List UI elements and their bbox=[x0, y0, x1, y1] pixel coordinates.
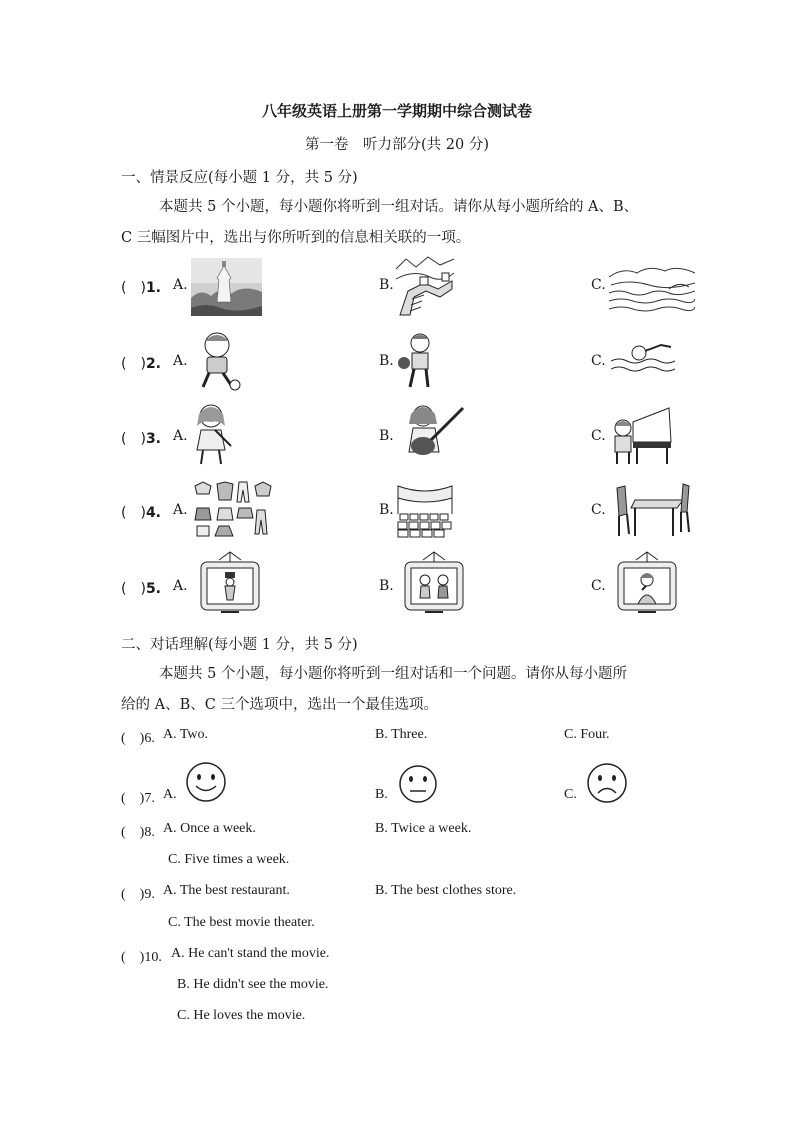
part2-line1: 本题共 5 个小题，每小题你将听到一组对话和一个问题。请你从每小题所 bbox=[159, 666, 627, 682]
option-b-label: B. bbox=[379, 502, 394, 518]
tv-singer-icon[interactable] bbox=[616, 550, 678, 616]
sea-waves-icon[interactable] bbox=[609, 263, 695, 315]
option-b-label: B. bbox=[379, 578, 394, 594]
part1-instructions bbox=[121, 192, 681, 254]
q8-option-b[interactable]: B. Twice a week. bbox=[375, 821, 472, 836]
part1-line2: C 三幅图片中，选出与你所听到的信息相关联的一项。 bbox=[121, 230, 471, 246]
part1-line1: 本题共 5 个小题，每小题你将听到一组对话。请你从每小题所给的 A、B、 bbox=[159, 199, 639, 215]
option-a-label: A. bbox=[173, 502, 188, 518]
part2-heading: 二、对话理解(每小题 1 分，共 5 分) bbox=[121, 637, 358, 653]
question-2-row bbox=[121, 327, 691, 397]
clothes-icon[interactable] bbox=[193, 480, 273, 538]
sad-face-icon[interactable] bbox=[586, 762, 628, 804]
pagoda-photo-icon[interactable] bbox=[191, 258, 262, 316]
question-7-label[interactable]: ( )7. bbox=[121, 791, 155, 806]
question-number[interactable]: ( )5. bbox=[121, 581, 161, 597]
question-10-label[interactable]: ( )10. bbox=[121, 950, 162, 965]
option-b-label: B. bbox=[379, 428, 394, 444]
question-9-label[interactable]: ( )9. bbox=[121, 887, 155, 902]
neutral-face-icon[interactable] bbox=[398, 764, 438, 804]
happy-face-icon[interactable] bbox=[185, 761, 227, 803]
theater-seats-icon[interactable] bbox=[396, 484, 454, 538]
option-c-label: C. bbox=[591, 428, 606, 444]
q8-option-c[interactable]: C. Five times a week. bbox=[168, 852, 290, 867]
tv-magician-icon[interactable] bbox=[199, 550, 261, 616]
boy-soccer-icon[interactable] bbox=[195, 331, 243, 391]
q9-option-b[interactable]: B. The best clothes store. bbox=[375, 883, 517, 898]
swimmer-icon[interactable] bbox=[611, 337, 681, 377]
question-number[interactable]: ( )2. bbox=[121, 356, 161, 372]
q6-option-c[interactable]: C. Four. bbox=[564, 727, 610, 742]
q10-option-b[interactable]: B. He didn't see the movie. bbox=[177, 977, 329, 992]
question-8-label[interactable]: ( )8. bbox=[121, 825, 155, 840]
q7-option-a[interactable]: A. bbox=[163, 787, 177, 802]
q9-option-a[interactable]: A. The best restaurant. bbox=[163, 883, 290, 898]
part1-heading: 一、情景反应(每小题 1 分，共 5 分) bbox=[121, 170, 358, 186]
option-c-label: C. bbox=[591, 277, 606, 293]
question-6-label[interactable]: ( )6. bbox=[121, 731, 155, 746]
option-c-label: C. bbox=[591, 353, 606, 369]
q7-option-b[interactable]: B. bbox=[375, 787, 388, 802]
page-title: 八年级英语上册第一学期期中综合测试卷 bbox=[261, 102, 532, 120]
boy-basketball-icon[interactable] bbox=[396, 331, 438, 391]
question-1-row bbox=[121, 255, 691, 325]
option-c-label: C. bbox=[591, 578, 606, 594]
q7-option-c[interactable]: C. bbox=[564, 787, 577, 802]
option-c-label: C. bbox=[591, 502, 606, 518]
part2-line2: 给的 A、B、C 三个选项中，选出一个最佳选项。 bbox=[121, 697, 438, 713]
question-number[interactable]: ( )4. bbox=[121, 505, 161, 521]
q10-option-a[interactable]: A. He can't stand the movie. bbox=[171, 946, 330, 961]
part2-instructions bbox=[121, 659, 681, 721]
question-number[interactable]: ( )1. bbox=[121, 280, 161, 296]
q10-option-c[interactable]: C. He loves the movie. bbox=[177, 1008, 306, 1023]
tv-cartoon-icon[interactable] bbox=[403, 550, 465, 616]
girl-guitar-icon[interactable] bbox=[401, 402, 467, 464]
q6-option-a[interactable]: A. Two. bbox=[163, 727, 209, 742]
girl-piano-icon[interactable] bbox=[611, 402, 673, 466]
girl-violin-icon[interactable] bbox=[191, 402, 237, 468]
option-b-label: B. bbox=[379, 353, 394, 369]
question-3-row bbox=[121, 400, 691, 470]
dining-table-icon[interactable] bbox=[611, 482, 691, 538]
question-5-row bbox=[121, 550, 691, 620]
option-a-label: A. bbox=[173, 353, 188, 369]
q6-option-b[interactable]: B. Three. bbox=[375, 727, 428, 742]
option-b-label: B. bbox=[379, 277, 394, 293]
option-a-label: A. bbox=[173, 428, 188, 444]
option-a-label: A. bbox=[173, 277, 188, 293]
question-4-row bbox=[121, 474, 691, 544]
section-subtitle: 第一卷 听力部分(共 20 分) bbox=[305, 137, 489, 153]
q9-option-c[interactable]: C. The best movie theater. bbox=[168, 915, 315, 930]
option-a-label: A. bbox=[173, 578, 188, 594]
question-number[interactable]: ( )3. bbox=[121, 431, 161, 447]
great-wall-icon[interactable] bbox=[394, 255, 456, 317]
q8-option-a[interactable]: A. Once a week. bbox=[163, 821, 256, 836]
